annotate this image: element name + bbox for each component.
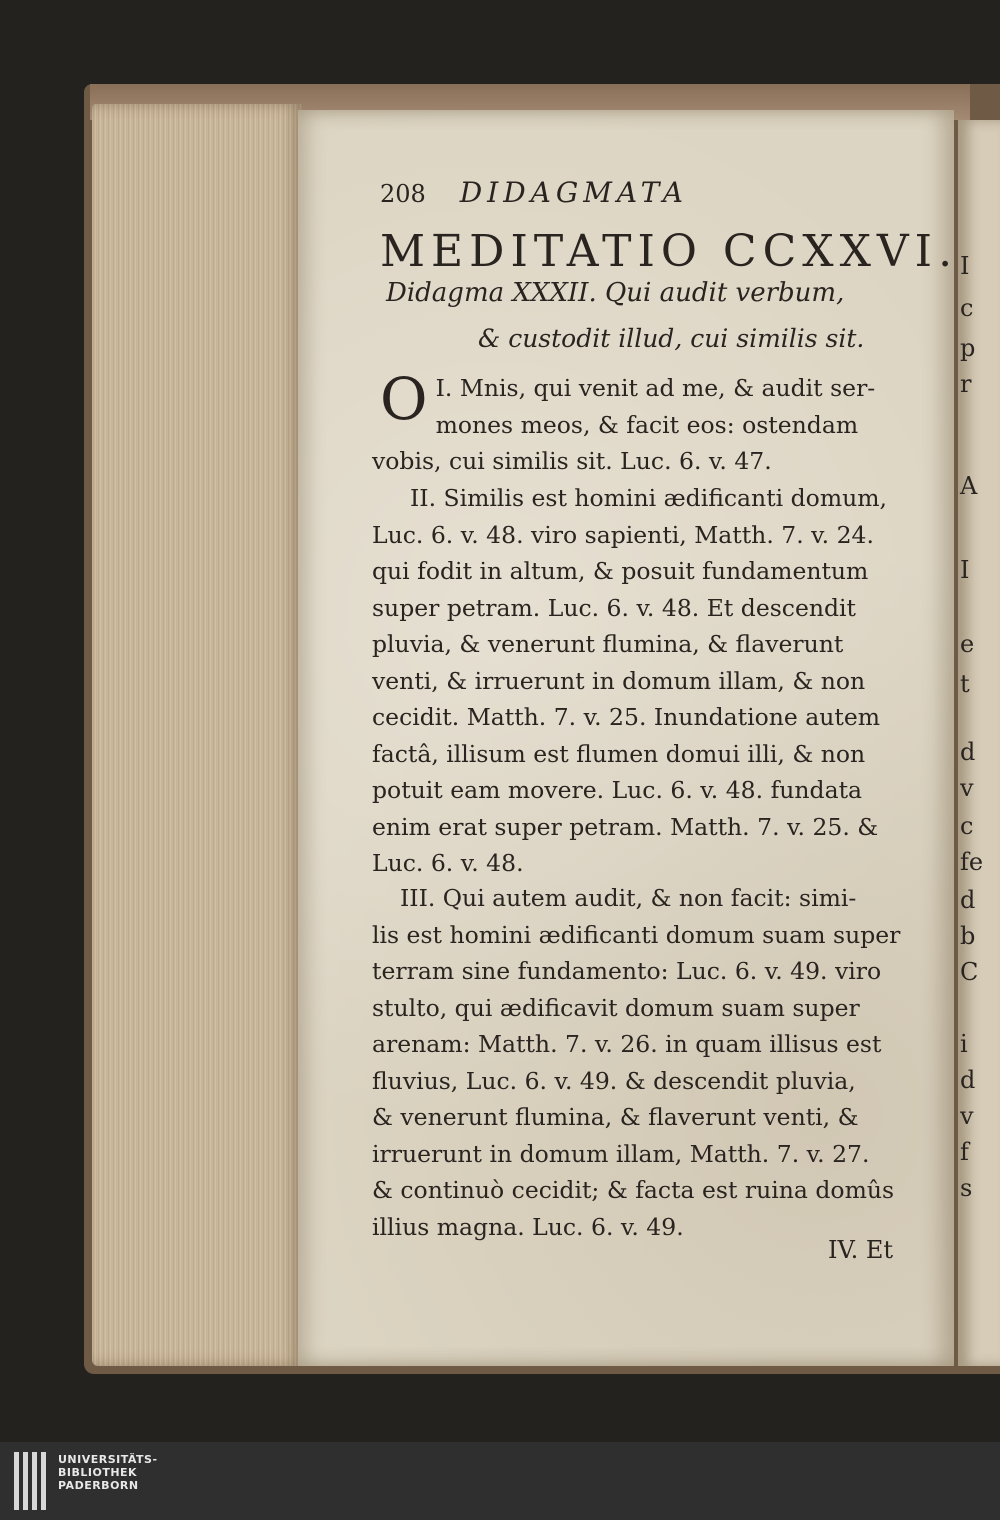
text-line: irruerunt in domum illam, Matth. 7. v. 27. bbox=[372, 1139, 870, 1168]
text-line: venti, & irruerunt in domum illam, & non bbox=[372, 666, 866, 695]
text-line: pluvia, & venerunt flumina, & flaverunt bbox=[372, 630, 844, 658]
text-line: lis est homini ædificanti domum suam super bbox=[372, 920, 901, 949]
running-head-title: DIDAGMATA bbox=[459, 176, 688, 209]
text-line: & venerunt flumina, & flaverunt venti, & bbox=[372, 1103, 859, 1131]
library-name-line-2: BIBLIOTHEK bbox=[58, 1466, 138, 1479]
facing-page-letter: d bbox=[960, 1066, 976, 1094]
text-line: cecidit. Matth. 7. v. 25. Inundatione autem bbox=[372, 703, 881, 731]
facing-page-letter: i bbox=[960, 1030, 968, 1058]
library-name bbox=[58, 1453, 158, 1492]
text-line: qui fodit in altum, & posuit fundamentum bbox=[372, 557, 869, 585]
text-line: enim erat super petram. Matth. 7. v. 25. & bbox=[372, 812, 879, 841]
text-line: & continuò cecidit; & facta est ruina domûs bbox=[372, 1176, 895, 1204]
text-line: Luc. 6. v. 48. viro sapienti, Matth. 7. v. 24. bbox=[372, 520, 874, 549]
text-line: terram sine fundamento: Luc. 6. v. 49. viro bbox=[372, 957, 882, 985]
page-title: MEDITATIO CCXXVI. bbox=[380, 226, 959, 277]
library-name-line-1: UNIVERSITÄTS- bbox=[58, 1453, 158, 1466]
facing-page-letter: b bbox=[960, 922, 976, 950]
text-line: III. Qui autem audit, & non facit: simi- bbox=[400, 884, 857, 912]
facing-page-letter: I bbox=[960, 252, 970, 280]
facing-page-letter: I bbox=[960, 556, 970, 584]
facing-page-letter: fe bbox=[960, 848, 984, 876]
facing-page-letter: c bbox=[960, 812, 974, 840]
text-line: II. Similis est homini ædificanti domum, bbox=[410, 484, 887, 512]
facing-page-letter: e bbox=[960, 630, 975, 658]
text-line: vobis, cui similis sit. Luc. 6. v. 47. bbox=[372, 447, 772, 475]
text-line: mones meos, & facit eos: ostendam bbox=[435, 410, 859, 439]
facing-page-letter: s bbox=[960, 1174, 973, 1202]
text-line: fluvius, Luc. 6. v. 49. & descendit pluvia, bbox=[372, 1066, 856, 1095]
facing-page-letter: r bbox=[960, 370, 972, 398]
paragraph-1 bbox=[372, 365, 932, 480]
facing-page-letter: d bbox=[960, 738, 976, 766]
facing-page-letter: t bbox=[960, 670, 970, 698]
text-line: factâ, illisum est flumen domui illi, & non bbox=[372, 739, 866, 768]
text-line: illius magna. Luc. 6. v. 49. bbox=[372, 1212, 684, 1241]
text-line: potuit eam movere. Luc. 6. v. 48. fundata bbox=[372, 776, 863, 804]
facing-page-letter: f bbox=[960, 1138, 969, 1166]
text-line: stulto, qui ædificavit domum suam super bbox=[372, 993, 860, 1022]
page-number: 208 bbox=[380, 180, 426, 208]
library-name-line-3: PADERBORN bbox=[58, 1479, 139, 1492]
running-head bbox=[380, 176, 820, 209]
paragraph-numeral: I. bbox=[435, 374, 453, 402]
text-line: Mnis, qui venit ad me, & audit ser- bbox=[459, 374, 876, 402]
catchword: IV. Et bbox=[828, 1236, 894, 1264]
text-line: arenam: Matth. 7. v. 26. in quam illisus est bbox=[372, 1030, 882, 1058]
facing-page-letter: C bbox=[960, 958, 979, 986]
drop-cap: O bbox=[380, 365, 428, 433]
subtitle-line-2: & custodit illud, cui similis sit. bbox=[478, 324, 865, 353]
paragraph-2 bbox=[372, 480, 932, 882]
text-line: Luc. 6. v. 48. bbox=[372, 849, 524, 877]
facing-page-letter: A bbox=[960, 472, 978, 500]
page-edges bbox=[92, 104, 302, 1366]
facing-page-letter: v bbox=[960, 774, 974, 802]
facing-page-letter: c bbox=[960, 294, 974, 322]
subtitle-line-1: Didagma XXXII. Qui audit verbum, bbox=[386, 278, 845, 308]
facing-page-letter: v bbox=[960, 1102, 974, 1130]
facing-page-letter: d bbox=[960, 886, 976, 914]
facing-page-letter: p bbox=[960, 334, 976, 362]
paragraph-3 bbox=[372, 880, 932, 1245]
library-logo-icon bbox=[14, 1452, 48, 1510]
text-line: super petram. Luc. 6. v. 48. Et descendit bbox=[372, 593, 856, 622]
